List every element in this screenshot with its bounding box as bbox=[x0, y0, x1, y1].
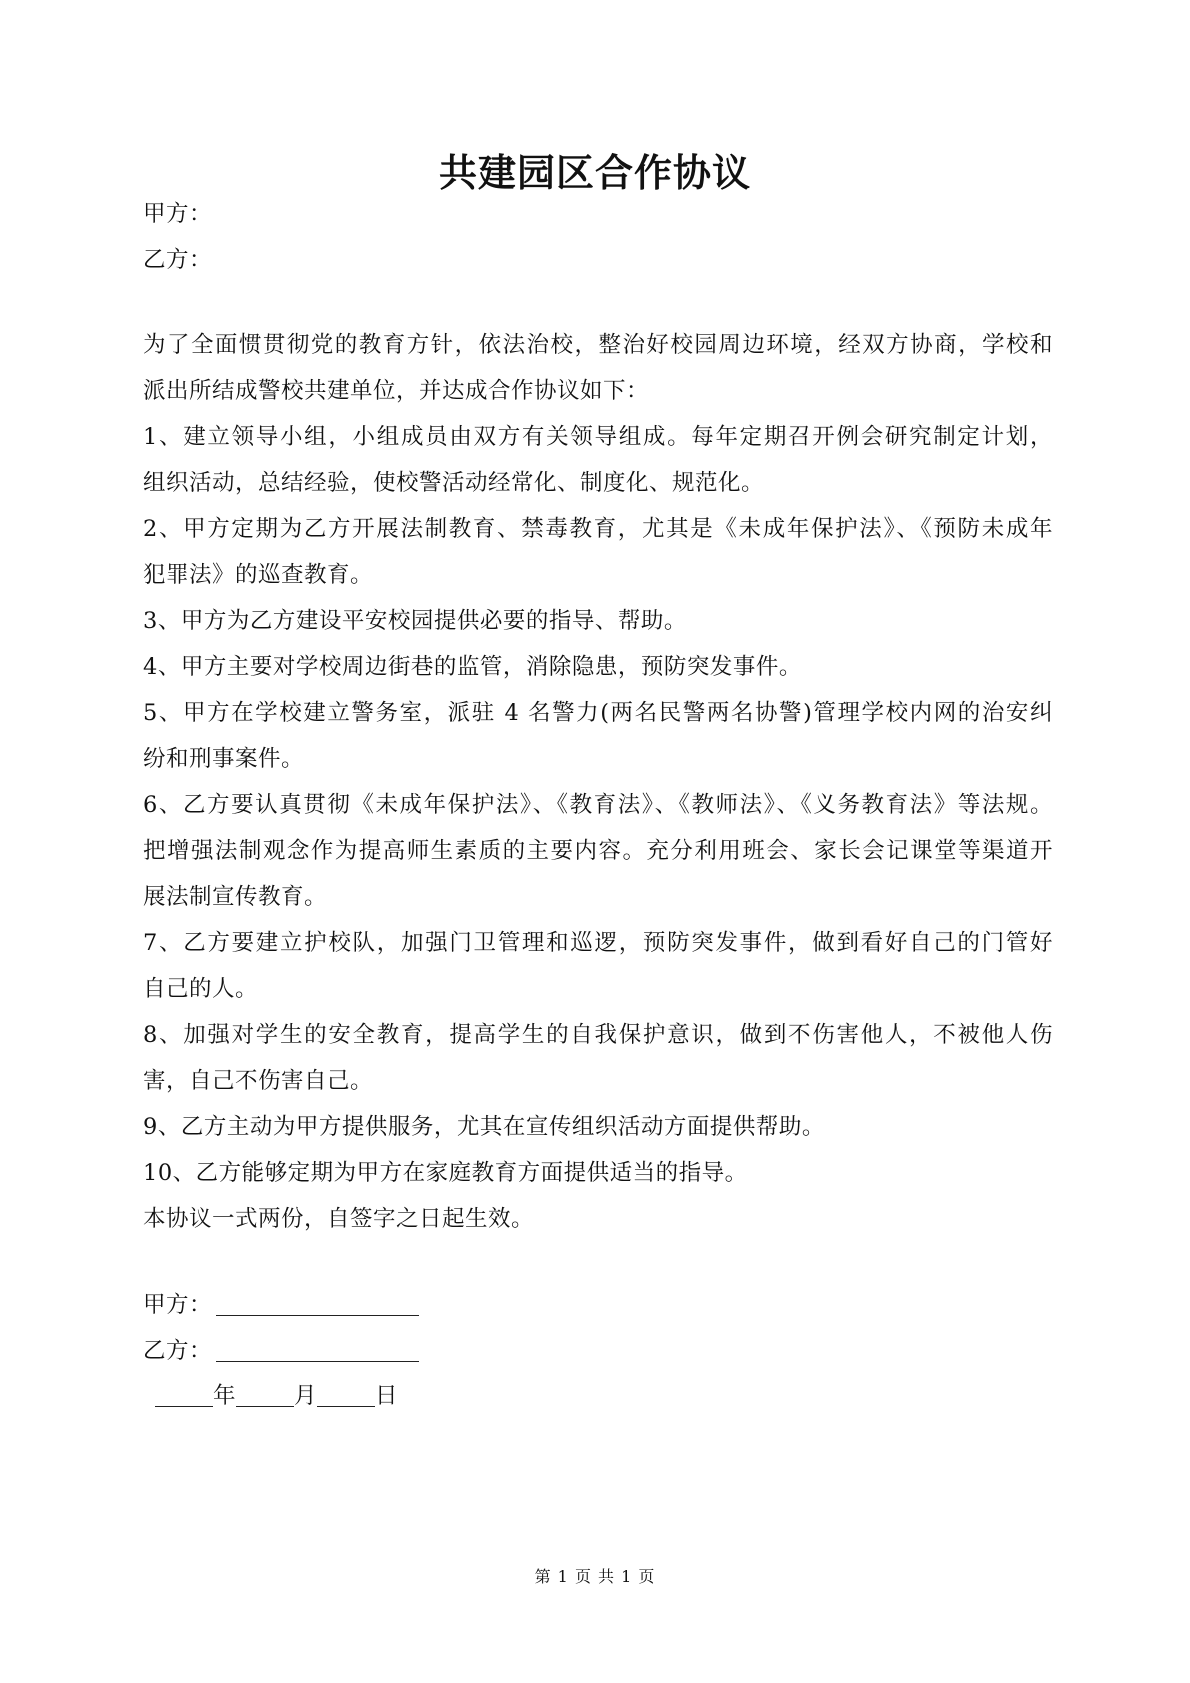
party-a-header: 甲方： bbox=[143, 201, 213, 227]
clause-line: 犯罪法》的巡查教育。 bbox=[143, 562, 374, 588]
closing-statement: 本协议一式两份，自签字之日起生效。 bbox=[143, 1206, 535, 1232]
signature-party-b-label: 乙方： bbox=[143, 1338, 213, 1364]
clause-line: 8、加强对学生的安全教育，提高学生的自我保护意识，做到不伤害他人，不被他人伤 bbox=[143, 1022, 1053, 1048]
clause-line: 7、乙方要建立护校队，加强门卫管理和巡逻，预防突发事件，做到看好自己的门管好 bbox=[143, 930, 1053, 956]
clause-line: 6、乙方要认真贯彻《未成年保护法》、《教育法》、《教师法》、《义务教育法》等法规。 bbox=[143, 792, 1053, 818]
clause-line: 1、建立领导小组，小组成员由双方有关领导组成。每年定期召开例会研究制定计划， bbox=[143, 424, 1053, 450]
clause-line: 纷和刑事案件。 bbox=[143, 746, 305, 772]
signature-date bbox=[155, 1380, 398, 1412]
clause-line: 把增强法制观念作为提高师生素质的主要内容。充分利用班会、家长会记课堂等渠道开 bbox=[143, 838, 1053, 864]
clause-line: 自己的人。 bbox=[143, 976, 259, 1002]
intro-line: 派出所结成警校共建单位，并达成合作协议如下： bbox=[143, 378, 650, 404]
signature-party-a-label: 甲方： bbox=[143, 1292, 213, 1318]
signature-party-a bbox=[143, 1289, 419, 1321]
party-b-header: 乙方： bbox=[143, 247, 213, 273]
clause-line: 9、乙方主动为甲方提供服务，尤其在宣传组织活动方面提供帮助。 bbox=[143, 1114, 825, 1140]
date-year-label: 年 bbox=[213, 1383, 237, 1409]
clause-line: 5、甲方在学校建立警务室，派驻 4 名警力(两名民警两名协警)管理学校内网的治安纠 bbox=[143, 700, 1053, 726]
clause-line: 4、甲方主要对学校周边街巷的监管，消除隐患，预防突发事件。 bbox=[143, 654, 802, 680]
page-footer: 第 1 页 共 1 页 bbox=[534, 1567, 656, 1586]
signature-party-a-blank bbox=[216, 1293, 419, 1316]
intro-line: 为了全面惯贯彻党的教育方针，依法治校，整治好校园周边环境，经双方协商，学校和 bbox=[143, 332, 1053, 358]
date-year-blank bbox=[155, 1384, 213, 1407]
date-month-blank bbox=[236, 1384, 294, 1407]
date-month-label: 月 bbox=[294, 1383, 318, 1409]
clause-line: 组织活动，总结经验，使校警活动经常化、制度化、规范化。 bbox=[143, 470, 765, 496]
signature-party-b-blank bbox=[216, 1339, 419, 1362]
signature-party-b bbox=[143, 1335, 419, 1367]
date-day-blank bbox=[317, 1384, 375, 1407]
clause-line: 2、甲方定期为乙方开展法制教育、禁毒教育，尤其是《未成年保护法》、《预防未成年 bbox=[143, 516, 1053, 542]
document-title: 共建园区合作协议 bbox=[438, 151, 751, 195]
clause-line: 害，自己不伤害自己。 bbox=[143, 1068, 374, 1094]
date-day-label: 日 bbox=[375, 1383, 399, 1409]
clause-line: 3、甲方为乙方建设平安校园提供必要的指导、帮助。 bbox=[143, 608, 687, 634]
clause-line: 10、乙方能够定期为甲方在家庭教育方面提供适当的指导。 bbox=[143, 1160, 748, 1186]
clause-line: 展法制宣传教育。 bbox=[143, 884, 328, 910]
